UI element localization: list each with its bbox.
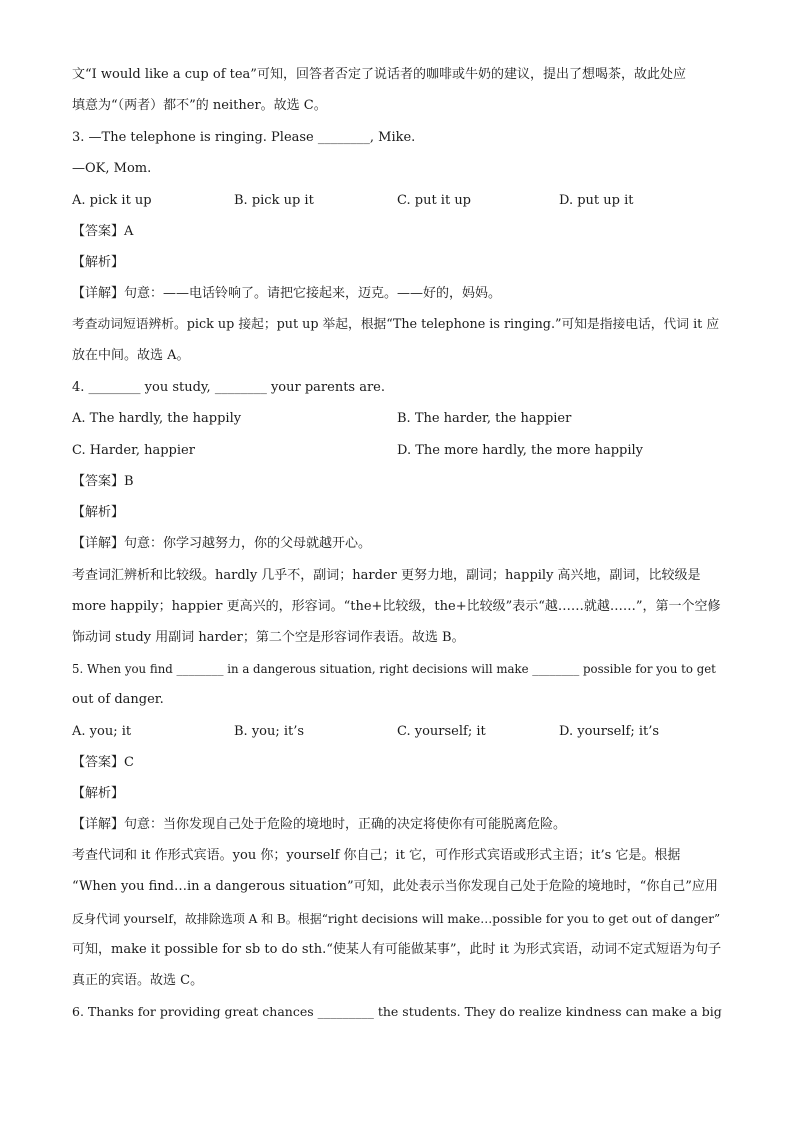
question-4-options-row1 — [72, 410, 722, 428]
question-4-options-row2 — [72, 442, 722, 460]
explanation-line: 考查动词短语辨析。pick up 接起；put up 举起，根据“The telephone is ringing.”可知是指接电话，代词 it 应 — [72, 317, 720, 332]
question-5-options — [72, 723, 722, 741]
analysis-label: 【解析】 — [72, 505, 125, 520]
explanation-line: more happily；happier 更高兴的，形容词。“the+比较级，the+比较级”表示“越……就越……”，第一个空修 — [72, 599, 721, 614]
option-b: B. The harder, the happier — [397, 411, 572, 426]
analysis-label: 【解析】 — [72, 255, 125, 270]
explanation-line: 放在中间。故选 A。 — [72, 348, 190, 363]
option-c: C. yourself; it — [397, 724, 486, 739]
explanation-line: 考查代词和 it 作形式宾语。you 你；yourself 你自己；it 它，可作形式宾语或形式主语；it’s 它是。根据 — [72, 848, 681, 863]
explanation-line: 饰动词 study 用副词 harder；第二个空是形容词作表语。故选 B。 — [72, 630, 465, 645]
option-b: B. you; it’s — [234, 724, 305, 739]
explanation-line: 【详解】句意：你学习越努力，你的父母就越开心。 — [72, 536, 372, 551]
analysis-label: 【解析】 — [72, 786, 125, 801]
option-d: D. The more hardly, the more happily — [397, 443, 644, 458]
text-line: 文“I would like a cup of tea”可知，回答者否定了说话者的咖啡或牛奶的建议，提出了想喝茶，故此处应 — [72, 67, 686, 82]
option-d: D. yourself; it’s — [559, 724, 660, 739]
explanation-line: 反身代词 yourself，故排除选项 A 和 B。根据“right decisions will make…possible for you to get out of danger” — [72, 912, 721, 926]
option-c: C. put it up — [397, 193, 472, 208]
option-a: A. The hardly, the happily — [72, 411, 242, 426]
explanation-line: 【详解】句意：——电话铃响了。请把它接起来，迈克。——好的，妈妈。 — [72, 286, 502, 301]
question-6-stem: 6. Thanks for providing great chances _________ the students. They do realize kindness can make a big — [72, 1004, 722, 1019]
answer-label: 【答案】A — [72, 224, 134, 239]
explanation-line: 考查词汇辨析和比较级。hardly 几乎不，副词；harder 更努力地，副词；happily 高兴地，副词，比较级是 — [72, 568, 701, 583]
option-a: A. you; it — [72, 724, 132, 739]
question-4-stem: 4. ________ you study, ________ your parents are. — [72, 380, 386, 395]
answer-label: 【答案】C — [72, 755, 134, 770]
question-3-stem: 3. —The telephone is ringing. Please ________, Mike. — [72, 130, 416, 145]
option-d: D. put up it — [559, 193, 634, 208]
explanation-line: 可知，make it possible for sb to do sth.“使某人有可能做某事”，此时 it 为形式宾语，动词不定式短语为句子 — [72, 942, 722, 957]
question-3-reply: —OK, Mom. — [72, 161, 152, 176]
explanation-line: 【详解】句意：当你发现自己处于危险的境地时，正确的决定将使你有可能脱离危险。 — [72, 817, 567, 832]
option-a: A. pick it up — [72, 193, 152, 208]
option-b: B. pick up it — [234, 193, 314, 208]
question-5-stem-cont: out of danger. — [72, 692, 164, 707]
explanation-line: 真正的宾语。故选 C。 — [72, 973, 204, 988]
text-line: 填意为“（两者）都不”的 neither。故选 C。 — [72, 98, 327, 113]
explanation-line: “When you find…in a dangerous situation”可知，此处表示当你发现自己处于危险的境地时，“你自己”应用 — [72, 879, 718, 894]
option-c: C. Harder, happier — [72, 443, 195, 458]
question-5-stem: 5. When you find ________ in a dangerous situation, right decisions will make ________ possible for you to get — [72, 662, 716, 676]
question-3-options — [72, 192, 722, 210]
answer-label: 【答案】B — [72, 474, 134, 489]
